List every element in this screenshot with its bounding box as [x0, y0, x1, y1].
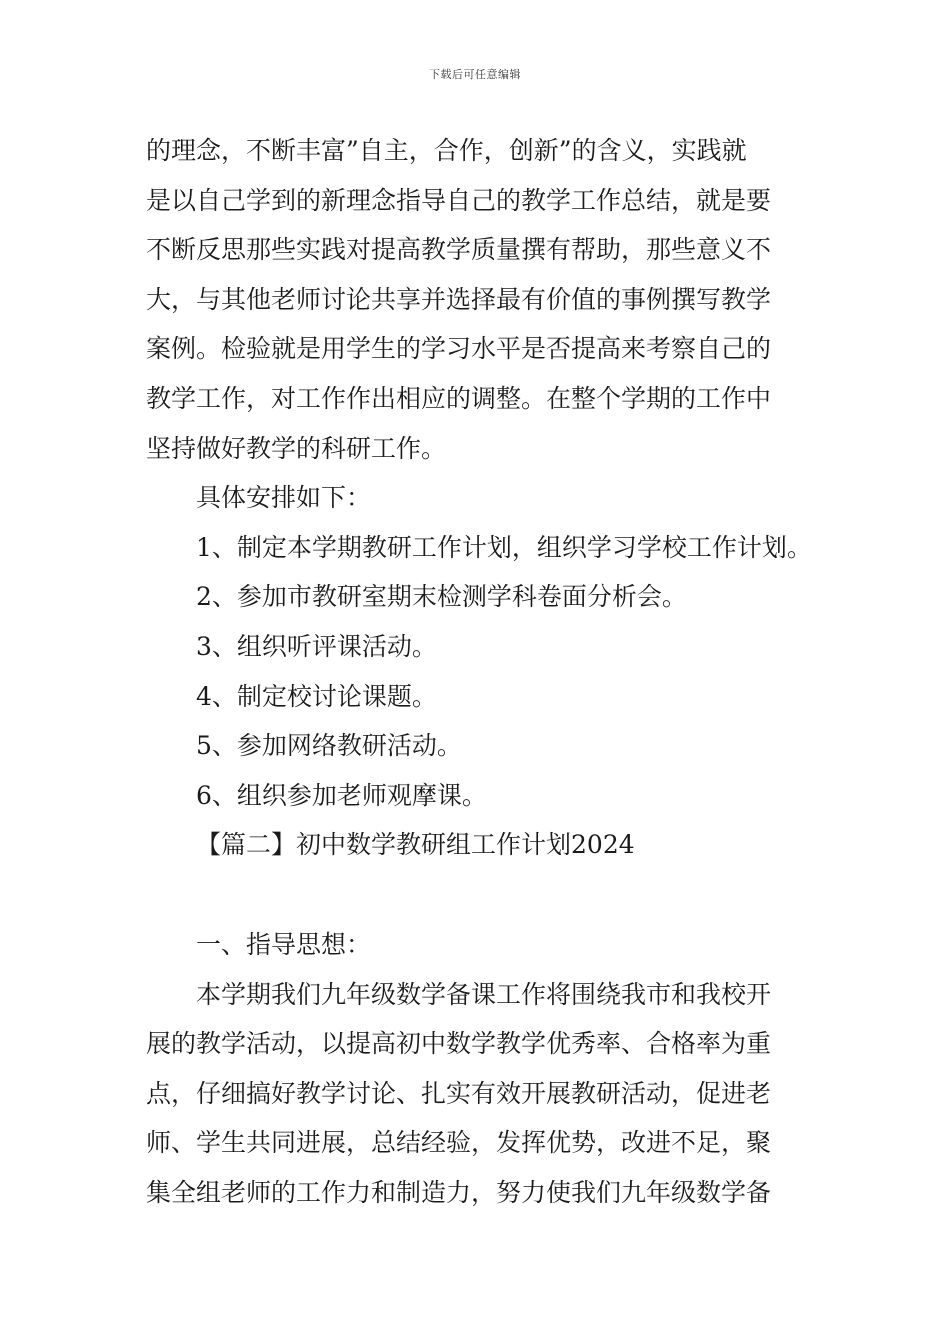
paragraph-line: 不断反思那些实践对提高教学质量撰有帮助，那些意义不 — [146, 235, 772, 265]
paragraph-line: 师、学生共同进展，总结经验，发挥优势，改进不足，聚 — [146, 1128, 772, 1158]
blank-line — [146, 870, 810, 920]
list-item: 2、参加市教研室期末检测学科卷面分析会。 — [196, 582, 687, 612]
list-item: 1、制定本学期教研工作计划，组织学习学校工作计划。 — [196, 532, 812, 562]
subheading: 一、指导思想： — [196, 929, 372, 959]
paragraph-line: 大，与其他老师讨论共享并选择最有价值的事例撰写教学 — [146, 284, 772, 314]
paragraph-line: 展的教学活动，以提高初中数学教学优秀率、合格率为重 — [146, 1029, 772, 1059]
paragraph-line: 坚持做好教学的科研工作。 — [146, 433, 447, 463]
list-item: 6、组织参加老师观摩课。 — [196, 780, 487, 810]
arrangement-intro: 具体安排如下： — [196, 483, 372, 513]
paragraph-line: 的理念，不断丰富”自主，合作，创新”的含义，实践就 — [146, 136, 747, 165]
list-item: 3、组织听评课活动。 — [196, 631, 437, 661]
list-item: 5、参加网络教研活动。 — [196, 731, 462, 761]
paragraph-line: 点，仔细搞好教学讨论、扎实有效开展教研活动，促进老 — [146, 1078, 772, 1108]
paragraph-line: 集全组老师的工作力和制造力，努力使我们九年级数学备 — [146, 1177, 772, 1207]
paragraph-line: 本学期我们九年级数学备课工作将围绕我市和我校开 — [196, 979, 772, 1009]
list-item: 4、制定校讨论课题。 — [196, 681, 437, 711]
paragraph-line: 教学工作，对工作作出相应的调整。在整个学期的工作中 — [146, 383, 772, 413]
section-title: 【篇二】初中数学教研组工作计划2024 — [196, 830, 635, 860]
page-header: 下载后可任意编辑 — [429, 68, 521, 81]
paragraph-line: 是以自己学到的新理念指导自己的教学工作总结，就是要 — [146, 185, 772, 215]
document-body — [146, 126, 810, 1217]
paragraph-line: 案例。检验就是用学生的学习水平是否提高来考察自己的 — [146, 334, 772, 364]
